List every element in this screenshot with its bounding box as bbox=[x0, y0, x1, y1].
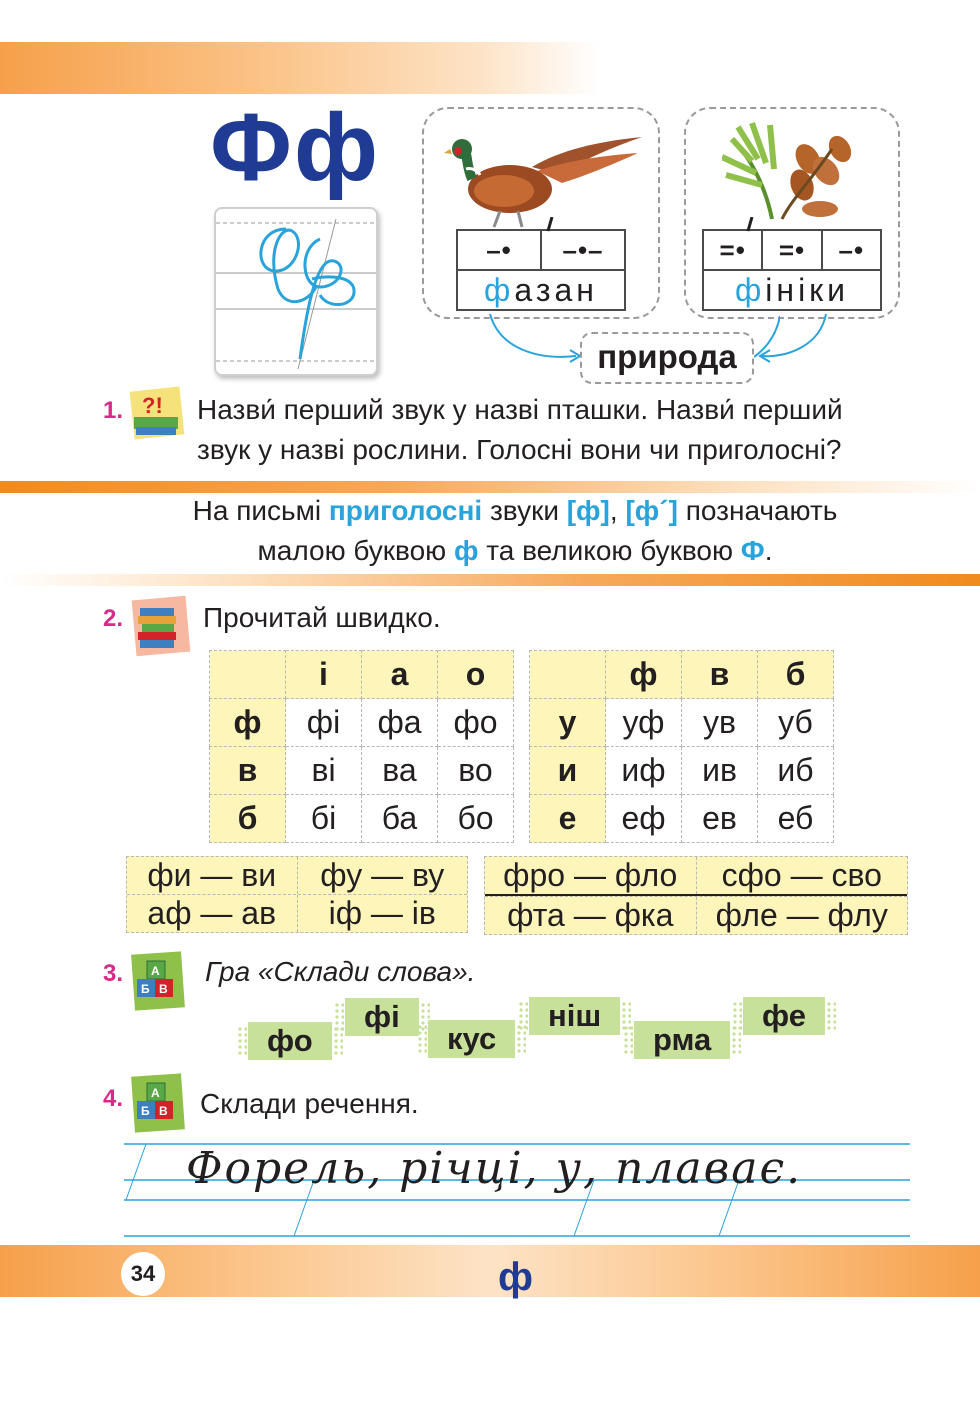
table-cell: уб bbox=[758, 699, 834, 747]
rule-part: . bbox=[764, 535, 773, 566]
task-number: 1. bbox=[103, 397, 124, 424]
handwritten-letters-icon bbox=[216, 209, 376, 374]
footer-letter: ф bbox=[498, 1255, 533, 1299]
scheme-cell: –• bbox=[486, 234, 512, 265]
table-header-cell: в bbox=[210, 747, 286, 795]
rule-line1 bbox=[100, 491, 930, 531]
script-letters-card bbox=[214, 207, 378, 376]
rule-part: , bbox=[609, 495, 626, 526]
table-header-cell: ф bbox=[606, 651, 682, 699]
table-header-cell: ф bbox=[210, 699, 286, 747]
table-header-cell: а bbox=[362, 651, 438, 699]
table-cell: иб bbox=[758, 747, 834, 795]
table-cell: фо bbox=[438, 699, 514, 747]
rule-highlight: [ф´] bbox=[625, 495, 678, 526]
task-number: 2. bbox=[103, 605, 124, 632]
pair-cell: фро — фло bbox=[503, 857, 678, 893]
rule-part: малою буквою bbox=[257, 535, 454, 566]
pair-cell: фта — фка bbox=[507, 897, 674, 933]
arrow-right-icon bbox=[756, 310, 836, 370]
scheme-word bbox=[458, 271, 624, 309]
rule-highlight: Ф bbox=[740, 535, 765, 566]
table-header-cell: е bbox=[530, 795, 606, 843]
scheme-cell: =• bbox=[761, 231, 820, 269]
pheasant-sound-scheme bbox=[456, 229, 626, 311]
stress-mark-icon bbox=[542, 217, 556, 233]
table-cell: иф bbox=[606, 747, 682, 795]
table-header-cell: і bbox=[286, 651, 362, 699]
rule-part: позначають bbox=[677, 495, 838, 526]
rule-highlight: ф bbox=[453, 535, 479, 566]
syllable-chip[interactable]: рма bbox=[634, 1021, 730, 1059]
syllable-table-left bbox=[209, 650, 514, 843]
table-header-cell: у bbox=[530, 699, 606, 747]
table-header-cell: б bbox=[210, 795, 286, 843]
table-cell: уф bbox=[606, 699, 682, 747]
scheme-cell: =• bbox=[719, 234, 746, 265]
table-cell: во bbox=[438, 747, 514, 795]
page-number: 34 bbox=[121, 1252, 165, 1296]
pair-cell: іф — ів bbox=[297, 895, 468, 932]
task1-line1: Назви́ перший звук у назві пташки. Назви́ перший bbox=[197, 394, 843, 425]
svg-text:?!: ?! bbox=[142, 393, 163, 418]
table-header-cell: б bbox=[758, 651, 834, 699]
letter-title: Фф bbox=[210, 94, 380, 201]
svg-text:Б: Б bbox=[141, 982, 150, 996]
rule-part: На письмі bbox=[192, 495, 329, 526]
pair-cell: фле — флу bbox=[696, 897, 908, 934]
pair-cell: сфо — сво bbox=[696, 857, 908, 894]
task3-text: Гра «Склади слова». bbox=[205, 956, 476, 987]
task-number: 3. bbox=[103, 960, 124, 987]
table-header-cell: о bbox=[438, 651, 514, 699]
svg-text:В: В bbox=[159, 1104, 168, 1118]
svg-text:А: А bbox=[151, 1086, 160, 1100]
syllable-chip[interactable]: кус bbox=[428, 1020, 515, 1058]
rule-bottom-stripe bbox=[0, 574, 980, 586]
handwritten-sentence: Форель, річці, у, плаває. bbox=[186, 1143, 803, 1194]
pair-cell: фу — ву bbox=[297, 857, 468, 894]
scheme-word bbox=[704, 271, 880, 309]
table-cell: еб bbox=[758, 795, 834, 843]
syllable-chip[interactable]: фе bbox=[743, 997, 825, 1035]
dates-plant-icon bbox=[722, 119, 862, 227]
word-rest: азан bbox=[514, 271, 598, 308]
table-cell: ва bbox=[362, 747, 438, 795]
dates-sound-scheme bbox=[702, 229, 882, 311]
pair-cell: фи — ви bbox=[147, 857, 277, 893]
scheme-cell: –• bbox=[821, 231, 880, 269]
pheasant-icon bbox=[442, 119, 642, 229]
rule-highlight: [ф] bbox=[566, 495, 610, 526]
category-label: природа bbox=[580, 332, 754, 384]
syllable-table-right bbox=[529, 650, 834, 843]
svg-text:А: А bbox=[151, 964, 160, 978]
task1-text bbox=[197, 390, 917, 470]
table-cell bbox=[210, 651, 286, 699]
letter-blocks-icon bbox=[127, 947, 189, 1015]
table-cell: ві bbox=[286, 747, 362, 795]
task4-text: Склади речення. bbox=[200, 1088, 419, 1119]
pheasant-card bbox=[422, 107, 660, 319]
scheme-cell: –•– bbox=[540, 231, 624, 269]
table-header-cell: и bbox=[530, 747, 606, 795]
table-cell: фі bbox=[286, 699, 362, 747]
task1-line2: звук у назві рослини. Голосні вони чи приголосні? bbox=[197, 434, 842, 465]
letter-blocks-icon bbox=[127, 1069, 189, 1137]
rule-part: звуки bbox=[482, 495, 567, 526]
syllable-chip[interactable]: фі bbox=[345, 998, 419, 1036]
svg-text:Б: Б bbox=[141, 1104, 150, 1118]
stress-mark-icon bbox=[742, 217, 756, 233]
table-cell: бо bbox=[438, 795, 514, 843]
table-cell bbox=[530, 651, 606, 699]
table-cell: бі bbox=[286, 795, 362, 843]
pairs-box-right bbox=[484, 856, 908, 935]
word-first-letter: ф bbox=[734, 271, 766, 308]
dates-card bbox=[684, 107, 900, 319]
syllable-chip[interactable]: ніш bbox=[529, 997, 620, 1035]
table-cell: ев bbox=[682, 795, 758, 843]
syllable-chip[interactable]: фо bbox=[248, 1022, 332, 1060]
word-first-letter: ф bbox=[484, 271, 515, 308]
rule-line2 bbox=[100, 531, 930, 571]
svg-text:В: В bbox=[159, 982, 168, 996]
table-cell: ив bbox=[682, 747, 758, 795]
rule-part: та великою буквою bbox=[478, 535, 741, 566]
book-question-icon bbox=[124, 383, 190, 445]
books-stack-icon bbox=[126, 594, 192, 660]
table-header-cell: в bbox=[682, 651, 758, 699]
table-cell: ба bbox=[362, 795, 438, 843]
header-band bbox=[0, 42, 600, 94]
pair-cell: аф — ав bbox=[147, 895, 277, 931]
pairs-box-left bbox=[126, 856, 468, 933]
table-cell: фа bbox=[362, 699, 438, 747]
rule-highlight: приголосні bbox=[328, 495, 483, 526]
task2-text: Прочитай швидко. bbox=[203, 602, 441, 633]
table-cell: еф bbox=[606, 795, 682, 843]
rule-text bbox=[100, 491, 930, 571]
word-rest: ініки bbox=[765, 271, 850, 308]
task-number: 4. bbox=[103, 1085, 124, 1112]
table-cell: ув bbox=[682, 699, 758, 747]
